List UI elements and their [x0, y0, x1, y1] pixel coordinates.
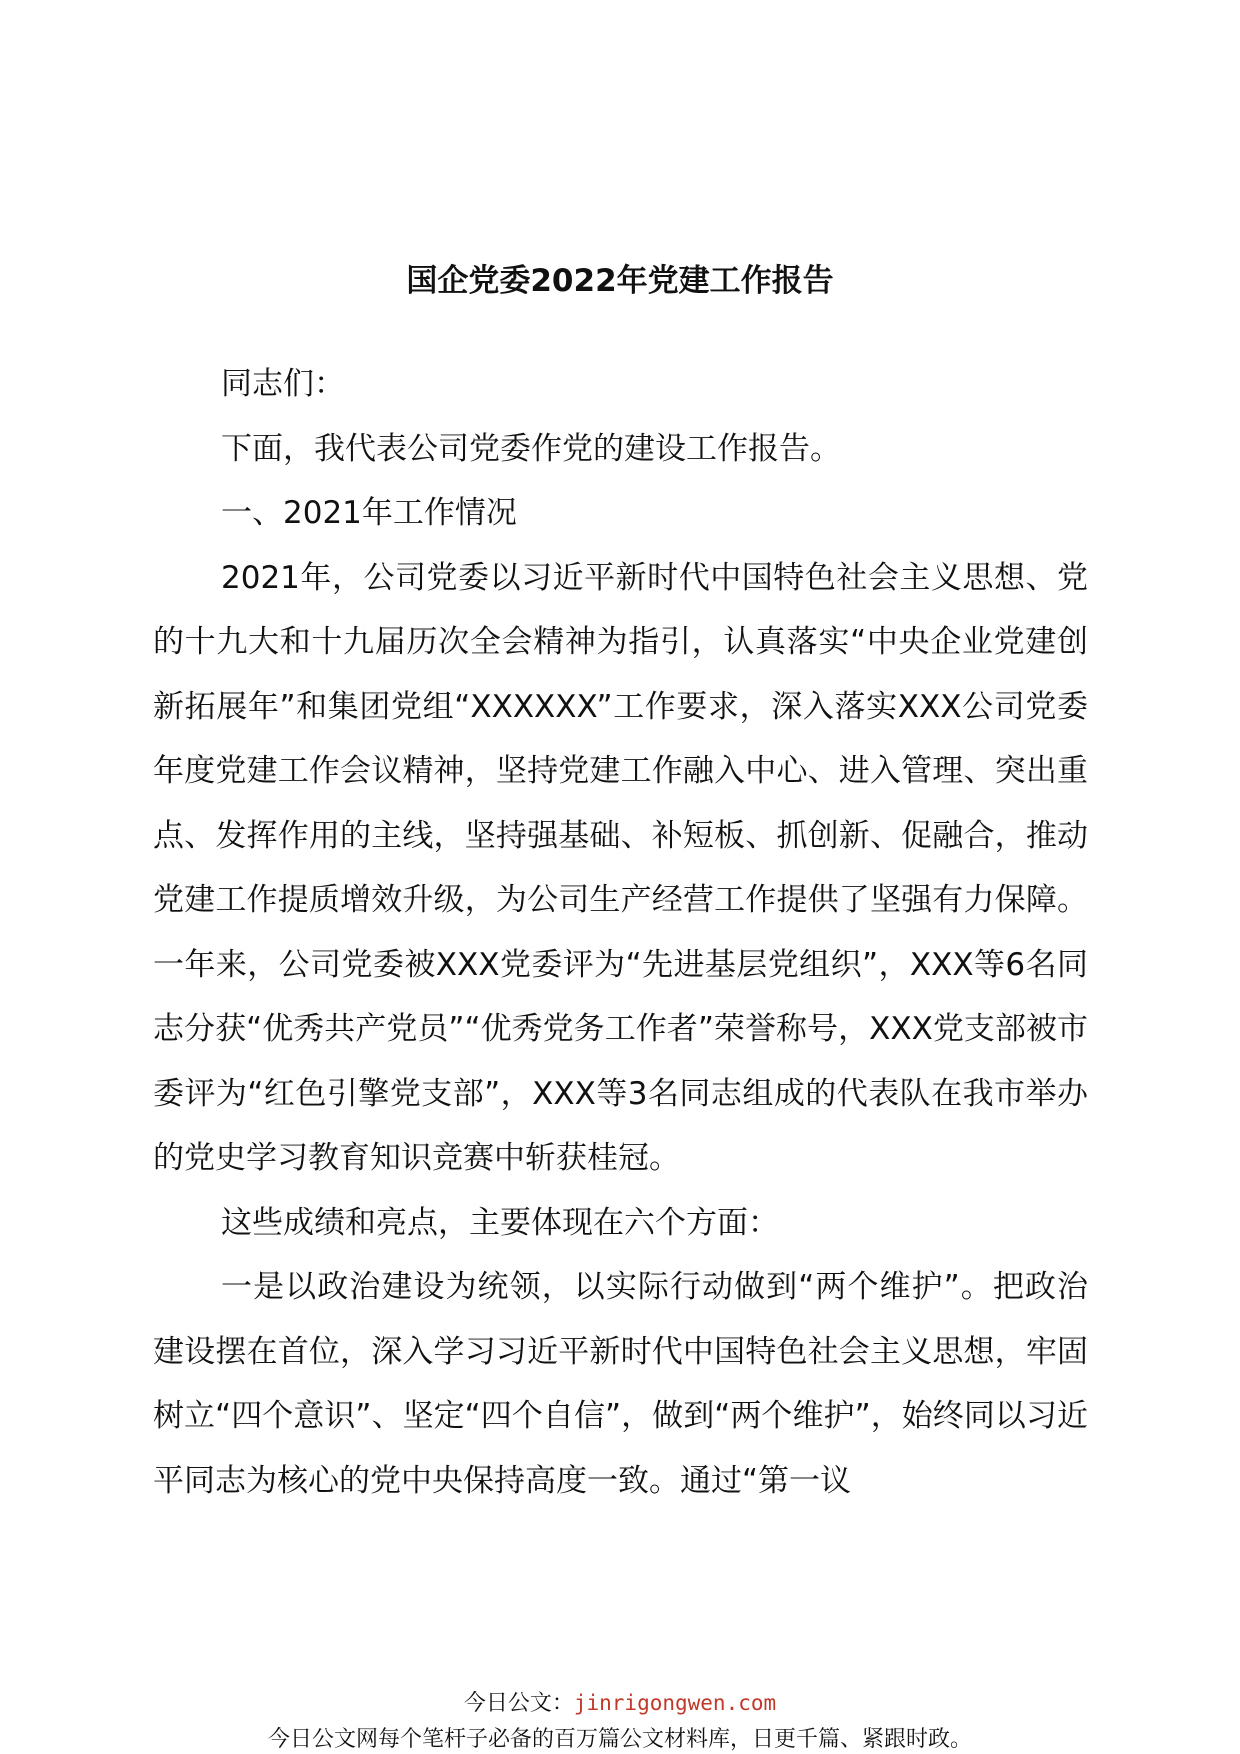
body-paragraph: 这些成绩和亮点，主要体现在六个方面： — [221, 1204, 779, 1241]
body-paragraph: 2021年，公司党委以习近平新时代中国特色社会主义思想、党的十九大和十九届历次全会精神为指引，认真落实“中央企业党建创新拓展年”和集团党组“XXXXXX”工作要求，深入落实XXX公司党委年度党建工作会议精神，坚持党建工作融入中心、进入管理、突出重点、发挥作用的主线，坚持强基础、补短板、抓创新、促融合，推动党建工作提质增效升级，为公司生产经营工作提供了坚强有力保障。一年来，公司党委被XXX党委评为“先进基层党组织”，XXX等6名同志分获“优秀共产党员”“优秀党务工作者”荣誉称号，XXX党支部被市委评为“红色引擎党支部”，XXX等3名同志组成的代表队在我市举办的党史学习教育知识竞赛中斩获桂冠。 — [153, 559, 1088, 1176]
document-title: 国企党委2022年党建工作报告 — [406, 263, 834, 299]
footer-tagline: 今日公文网每个笔杆子必备的百万篇公文材料库，日更千篇、紧跟时政。 — [267, 1727, 972, 1752]
section-heading: 一、2021年工作情况 — [221, 495, 517, 531]
footer-label: 今日公文： — [463, 1691, 574, 1716]
document-body — [153, 352, 1088, 1513]
footer-url-link[interactable]: jinrigongwen.com — [573, 1691, 777, 1715]
body-paragraph: 一是以政治建设为统领，以实际行动做到“两个维护”。把政治建设摆在首位，深入学习习近平新时代中国特色社会主义思想，牢固树立“四个意识”、坚定“四个自信”，做到“两个维护”，始终同以习近平同志为核心的党中央保持高度一致。通过“第一议 — [153, 1269, 1088, 1499]
footer-source — [0, 1686, 1240, 1717]
intro-paragraph: 下面，我代表公司党委作党的建设工作报告。 — [221, 430, 841, 467]
salutation: 同志们： — [221, 366, 345, 402]
